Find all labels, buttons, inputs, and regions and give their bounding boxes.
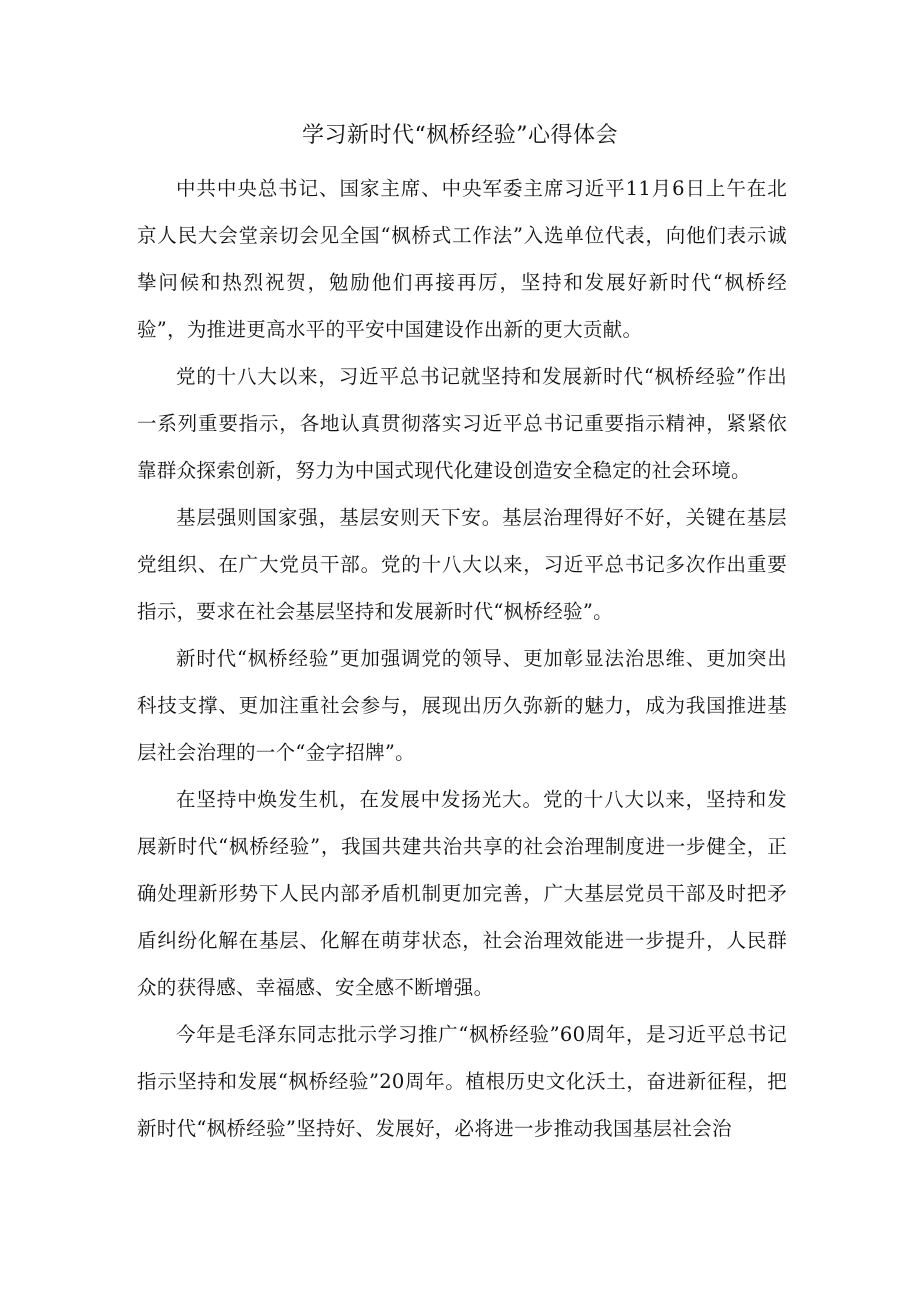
document-title: 学习新时代“枫桥经验”心得体会 xyxy=(302,123,618,148)
paragraph-6: 今年是毛泽东同志批示学习推广“枫桥经验”60周年，是习近平总书记指示坚持和发展“枫桥经验”20周年。植根历史文化沃土，奋进新征程，把新时代“枫桥经验”坚持好、发展好，必将进一步推动我国基层社会治 xyxy=(137,1023,787,1140)
paragraph-3: 基层强则国家强，基层安则天下安。基层治理得好不好，关键在基层党组织、在广大党员干部。党的十八大以来，习近平总书记多次作出重要指示，要求在社会基层坚持和发展新时代“枫桥经验”。 xyxy=(137,506,787,623)
paragraph-4: 新时代“枫桥经验”更加强调党的领导、更加彰显法治思维、更加突出科技支撑、更加注重社会参与，展现出历久弥新的魅力，成为我国推进基层社会治理的一个“金字招牌”。 xyxy=(137,647,787,764)
paragraph-2: 党的十八大以来，习近平总书记就坚持和发展新时代“枫桥经验”作出一系列重要指示，各地认真贯彻落实习近平总书记重要指示精神，紧紧依靠群众探索创新，努力为中国式现代化建设创造安全稳定的社会环境。 xyxy=(137,365,787,482)
paragraph-1: 中共中央总书记、国家主席、中央军委主席习近平11月6日上午在北京人民大会堂亲切会见全国“枫桥式工作法”入选单位代表，向他们表示诚挚问候和热烈祝贺，勉励他们再接再厉，坚持和发展好新时代“枫桥经验”，为推进更高水平的平安中国建设作出新的更大贡献。 xyxy=(137,177,787,341)
document-body xyxy=(137,165,787,1152)
paragraph-5: 在坚持中焕发生机，在发展中发扬光大。党的十八大以来，坚持和发展新时代“枫桥经验”，我国共建共治共享的社会治理制度进一步健全，正确处理新形势下人民内部矛盾机制更加完善，广大基层党员干部及时把矛盾纠纷化解在基层、化解在萌芽状态，社会治理效能进一步提升，人民群众的获得感、幸福感、安全感不断增强。 xyxy=(137,788,787,999)
